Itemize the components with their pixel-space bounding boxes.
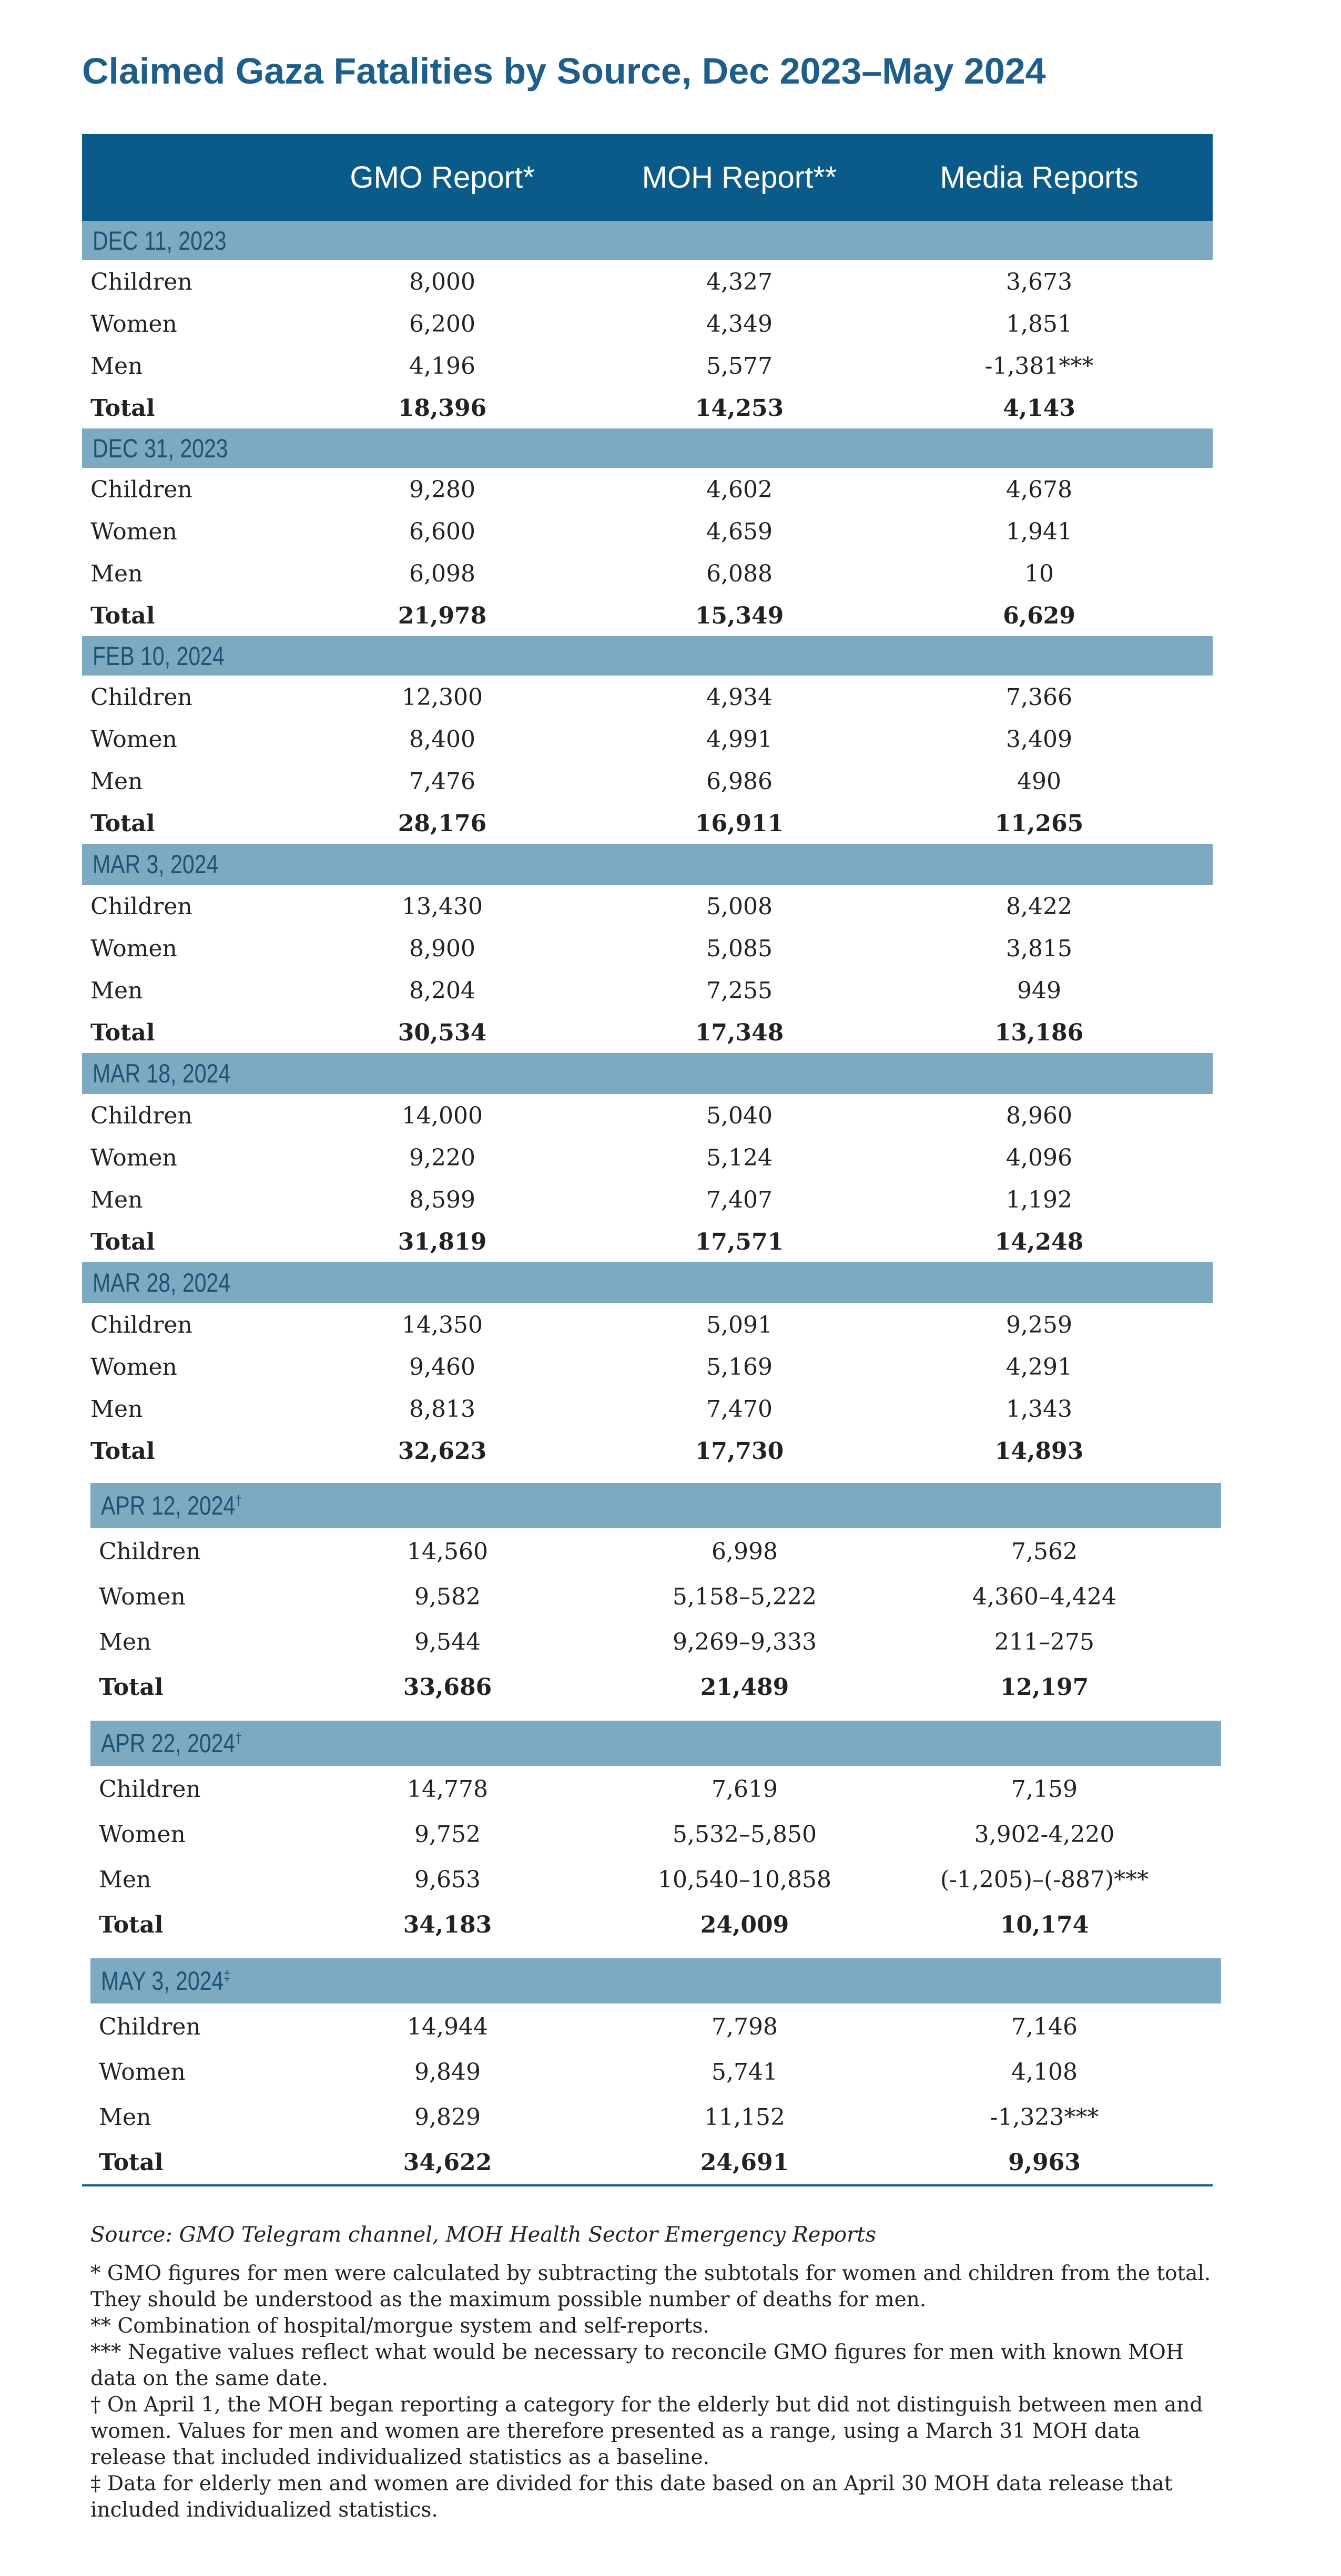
row-label: Men <box>99 1629 151 1655</box>
cell-media: 4,108 <box>1011 2059 1078 2086</box>
row-label: Women <box>90 518 177 545</box>
cell-gmo: 9,280 <box>409 476 475 503</box>
footnote: † On April 1, the MOH began reporting a category for the elderly but did not distinguish between men and women. Values for men and women are therefore presented as a range, using a March 31 MOH data release that included individualized statistics as a baseline. <box>90 2393 1203 2469</box>
cell-gmo: 9,653 <box>414 1866 481 1893</box>
page-title: Claimed Gaza Fatalities by Source, Dec 2023–May 2024 <box>82 50 1046 91</box>
section-gap <box>82 1709 1213 1721</box>
cell-moh: 5,124 <box>706 1144 773 1171</box>
row-label: Women <box>90 935 177 962</box>
table-row <box>82 2049 1213 2094</box>
row-label: Children <box>90 893 192 920</box>
cell-moh: 9,269–9,333 <box>673 1629 817 1655</box>
cell-gmo: 4,196 <box>409 353 475 380</box>
cell-moh: 5,040 <box>706 1102 773 1129</box>
row-label: Women <box>90 726 177 753</box>
cell-moh: 7,798 <box>712 2013 778 2040</box>
section-date-text: MAR 28, 2024 <box>93 1268 231 1297</box>
section-footnote-mark: ‡ <box>224 1967 231 1984</box>
row-label: Men <box>90 560 143 587</box>
footnote: *** Negative values reflect what would be necessary to reconcile GMO figures for men with known MOH data on the same date. <box>90 2340 1184 2390</box>
table-row <box>82 1856 1213 1902</box>
cell-media: 4,678 <box>1006 476 1072 503</box>
table-body <box>82 221 1213 2184</box>
cell-gmo: 8,400 <box>409 726 475 753</box>
cell-media: 14,248 <box>994 1229 1084 1255</box>
row-label: Women <box>90 1144 177 1171</box>
cell-media: 7,366 <box>1006 684 1072 711</box>
row-label: Women <box>99 1821 186 1848</box>
table-row <box>82 969 1213 1011</box>
cell-gmo: 12,300 <box>402 684 483 711</box>
cell-gmo: 30,534 <box>398 1019 487 1046</box>
section-date-label <box>101 1968 230 1994</box>
cell-moh: 17,730 <box>695 1438 784 1465</box>
cell-media: 8,960 <box>1006 1102 1072 1129</box>
table-row <box>82 552 1213 594</box>
section-band <box>90 1721 1221 1766</box>
table-header <box>82 134 1213 221</box>
cell-moh: 6,088 <box>706 560 773 587</box>
row-label: Men <box>90 353 143 380</box>
cell-moh: 7,255 <box>706 977 773 1004</box>
table-row <box>82 927 1213 969</box>
row-label: Total <box>90 395 155 422</box>
section-date-label <box>93 435 228 462</box>
section-band <box>82 221 1213 260</box>
cell-media: 11,265 <box>994 810 1084 837</box>
cell-media: 3,902-4,220 <box>974 1821 1115 1848</box>
column-header-media: Media Reports <box>940 160 1139 195</box>
total-row <box>82 594 1213 636</box>
total-row <box>82 386 1213 428</box>
row-label: Children <box>90 1102 192 1129</box>
row-label: Men <box>90 977 143 1004</box>
cell-gmo: 18,396 <box>398 395 487 422</box>
cell-moh: 5,085 <box>706 935 773 962</box>
row-label: Total <box>90 1019 155 1046</box>
cell-media: 10 <box>1024 560 1054 587</box>
cell-gmo: 9,220 <box>409 1144 475 1171</box>
cell-moh: 6,998 <box>712 1538 778 1565</box>
cell-moh: 24,009 <box>700 1911 789 1938</box>
cell-media: 8,422 <box>1006 893 1072 920</box>
cell-gmo: 7,476 <box>409 768 475 795</box>
footnote: * GMO figures for men were calculated by subtracting the subtotals for women and children from the total. They should be understood as the maximum possible number of deaths for men. <box>90 2262 1211 2312</box>
section-band <box>82 844 1213 885</box>
cell-gmo: 6,600 <box>409 518 475 545</box>
cell-gmo: 9,849 <box>414 2059 481 2086</box>
section-date-text: FEB 10, 2024 <box>93 641 225 671</box>
table-row <box>82 510 1213 552</box>
table-row <box>82 1303 1213 1345</box>
total-row <box>82 1429 1213 1471</box>
table-row <box>82 468 1213 510</box>
cell-gmo: 8,000 <box>409 269 475 295</box>
source-note: Source: GMO Telegram channel, MOH Health Sector Emergency Reports <box>90 2223 876 2247</box>
table-row <box>82 718 1213 760</box>
footnote: ‡ Data for elderly men and women are divided for this date based on an April 30 MOH data release that included individualized statistics. <box>90 2472 1173 2522</box>
section-date-label <box>101 1730 242 1756</box>
cell-gmo: 8,900 <box>409 935 475 962</box>
table-row <box>82 885 1213 927</box>
table-row <box>82 1387 1213 1429</box>
cell-moh: 5,741 <box>712 2059 778 2086</box>
section-band <box>82 1053 1213 1094</box>
cell-media: 9,259 <box>1006 1312 1072 1338</box>
section-date-label <box>93 1270 230 1296</box>
cell-media: 6,629 <box>1003 602 1075 629</box>
row-label: Total <box>99 2149 164 2176</box>
row-label: Women <box>99 2059 186 2086</box>
row-label: Children <box>90 684 192 711</box>
table-row <box>82 676 1213 718</box>
row-label: Total <box>99 1911 164 1938</box>
row-label: Total <box>90 810 155 837</box>
cell-media: 7,159 <box>1011 1776 1078 1803</box>
section-date-label <box>93 851 218 877</box>
cell-moh: 11,152 <box>704 2104 785 2131</box>
column-header-moh: MOH Report** <box>642 160 837 195</box>
cell-gmo: 14,778 <box>407 1776 488 1803</box>
cell-media: 1,192 <box>1006 1187 1072 1213</box>
section-footnote-mark: † <box>235 1492 242 1509</box>
cell-moh: 5,577 <box>706 353 773 380</box>
cell-gmo: 14,000 <box>402 1102 483 1129</box>
row-label: Men <box>99 2104 151 2131</box>
cell-moh: 16,911 <box>695 810 784 837</box>
section-date-text: MAR 3, 2024 <box>93 850 219 879</box>
cell-gmo: 21,978 <box>398 602 487 629</box>
table-row <box>82 1573 1213 1619</box>
cell-gmo: 8,599 <box>409 1187 475 1213</box>
cell-gmo: 6,200 <box>409 311 475 338</box>
section-date-text: MAR 18, 2024 <box>93 1059 231 1088</box>
table-row <box>82 260 1213 302</box>
cell-moh: 5,158–5,222 <box>673 1583 817 1610</box>
footnote: ** Combination of hospital/morgue system and self-reports. <box>90 2314 709 2338</box>
row-label: Children <box>90 269 192 295</box>
cell-moh: 7,407 <box>706 1187 773 1213</box>
cell-media: 9,963 <box>1008 2149 1081 2176</box>
row-label: Women <box>99 1583 186 1610</box>
row-label: Men <box>90 1396 143 1423</box>
cell-gmo: 34,622 <box>403 2149 492 2176</box>
cell-media: 949 <box>1017 977 1061 1004</box>
cell-gmo: 33,686 <box>403 1674 492 1701</box>
cell-gmo: 14,560 <box>407 1538 488 1565</box>
column-header-gmo: GMO Report* <box>350 160 535 195</box>
cell-gmo: 8,204 <box>409 977 475 1004</box>
row-label: Children <box>99 1776 201 1803</box>
row-label: Women <box>90 1354 177 1381</box>
section-date-text: DEC 31, 2023 <box>93 433 228 463</box>
cell-moh: 4,349 <box>706 311 773 338</box>
cell-moh: 7,619 <box>712 1776 778 1803</box>
cell-media: 211–275 <box>994 1629 1094 1655</box>
section-gap <box>82 1471 1213 1483</box>
cell-moh: 5,091 <box>706 1312 773 1338</box>
fatalities-table <box>82 134 1213 2186</box>
cell-media: 490 <box>1017 768 1061 795</box>
total-row <box>82 2139 1213 2184</box>
cell-media: 14,893 <box>994 1438 1084 1465</box>
section-date-text: APR 22, 2024 <box>101 1729 236 1758</box>
cell-gmo: 9,544 <box>414 1629 481 1655</box>
row-label: Men <box>90 768 143 795</box>
cell-moh: 6,986 <box>706 768 773 795</box>
cell-gmo: 8,813 <box>409 1396 475 1423</box>
row-label: Total <box>90 1438 155 1465</box>
cell-media: 3,815 <box>1006 935 1072 962</box>
row-label: Total <box>99 1674 164 1701</box>
row-label: Children <box>99 2013 201 2040</box>
table-row <box>82 760 1213 802</box>
cell-moh: 4,602 <box>706 476 773 503</box>
row-label: Men <box>99 1866 151 1893</box>
cell-media: 3,673 <box>1006 269 1072 295</box>
table-row <box>82 1345 1213 1387</box>
cell-moh: 4,934 <box>706 684 773 711</box>
table-row <box>82 302 1213 344</box>
cell-media: 13,186 <box>994 1019 1084 1046</box>
row-label: Children <box>90 1312 192 1338</box>
cell-gmo: 14,350 <box>402 1312 483 1338</box>
total-row <box>82 802 1213 844</box>
section-date-label <box>101 1493 242 1519</box>
section-band <box>90 1483 1221 1528</box>
section-band <box>82 636 1213 676</box>
cell-moh: 5,008 <box>706 893 773 920</box>
section-date-label <box>93 643 225 669</box>
section-band <box>82 1262 1213 1303</box>
row-label: Children <box>90 476 192 503</box>
cell-moh: 5,169 <box>706 1354 773 1381</box>
section-date-label <box>93 228 227 254</box>
table-row <box>82 1619 1213 1664</box>
total-row <box>82 1664 1213 1709</box>
cell-moh: 17,348 <box>695 1019 784 1046</box>
cell-gmo: 34,183 <box>403 1911 492 1938</box>
cell-media: 1,851 <box>1006 311 1072 338</box>
section-gap <box>82 1947 1213 1958</box>
cell-media: 7,146 <box>1011 2013 1078 2040</box>
table-row <box>82 2003 1213 2049</box>
row-label: Children <box>99 1538 201 1565</box>
cell-gmo: 9,582 <box>414 1583 481 1610</box>
cell-media: 4,360–4,424 <box>972 1583 1116 1610</box>
total-row <box>82 1902 1213 1947</box>
total-row <box>82 1011 1213 1053</box>
cell-media: 4,143 <box>1003 395 1075 422</box>
table-row <box>82 344 1213 386</box>
table-bottom-rule <box>82 2184 1213 2186</box>
table-row <box>82 1178 1213 1220</box>
cell-gmo: 9,460 <box>409 1354 475 1381</box>
cell-media: (-1,205)–(-887)*** <box>940 1866 1149 1893</box>
cell-moh: 5,532–5,850 <box>673 1821 817 1848</box>
section-date-text: APR 12, 2024 <box>101 1491 236 1520</box>
cell-media: 7,562 <box>1011 1538 1078 1565</box>
table-row <box>82 1528 1213 1573</box>
cell-moh: 24,691 <box>700 2149 789 2176</box>
section-date-label <box>93 1060 230 1087</box>
section-date-text: MAY 3, 2024 <box>101 1966 224 1996</box>
cell-media: 1,343 <box>1006 1396 1072 1423</box>
cell-media: 10,174 <box>1000 1911 1089 1938</box>
cell-media: 3,409 <box>1006 726 1072 753</box>
table-row <box>82 1811 1213 1856</box>
cell-media: 1,941 <box>1006 518 1072 545</box>
cell-media: -1,381*** <box>984 353 1094 380</box>
cell-moh: 7,470 <box>706 1396 773 1423</box>
cell-media: -1,323*** <box>990 2104 1099 2131</box>
cell-gmo: 28,176 <box>398 810 487 837</box>
row-label: Men <box>90 1187 143 1213</box>
cell-moh: 10,540–10,858 <box>658 1866 831 1893</box>
cell-media: 12,197 <box>1000 1674 1089 1701</box>
footnotes <box>90 2261 1221 2523</box>
section-date-text: DEC 11, 2023 <box>93 226 227 255</box>
cell-gmo: 31,819 <box>398 1229 487 1255</box>
cell-media: 4,096 <box>1006 1144 1072 1171</box>
cell-media: 4,291 <box>1006 1354 1072 1381</box>
cell-moh: 4,991 <box>706 726 773 753</box>
section-band <box>82 428 1213 468</box>
cell-gmo: 9,829 <box>414 2104 481 2131</box>
table-row <box>82 2094 1213 2139</box>
table-row <box>82 1136 1213 1178</box>
cell-gmo: 6,098 <box>409 560 475 587</box>
cell-gmo: 32,623 <box>398 1438 487 1465</box>
row-label: Women <box>90 311 177 338</box>
cell-moh: 21,489 <box>700 1674 789 1701</box>
cell-moh: 15,349 <box>695 602 784 629</box>
table-row <box>82 1094 1213 1136</box>
row-label: Total <box>90 1229 155 1255</box>
row-label: Total <box>90 602 155 629</box>
table-row <box>82 1766 1213 1811</box>
cell-gmo: 9,752 <box>414 1821 481 1848</box>
cell-moh: 4,659 <box>706 518 773 545</box>
section-band <box>90 1958 1221 2003</box>
cell-moh: 4,327 <box>706 269 773 295</box>
cell-moh: 14,253 <box>695 395 784 422</box>
cell-gmo: 14,944 <box>407 2013 488 2040</box>
section-footnote-mark: † <box>235 1730 242 1746</box>
cell-gmo: 13,430 <box>402 893 483 920</box>
cell-moh: 17,571 <box>695 1229 784 1255</box>
total-row <box>82 1220 1213 1262</box>
